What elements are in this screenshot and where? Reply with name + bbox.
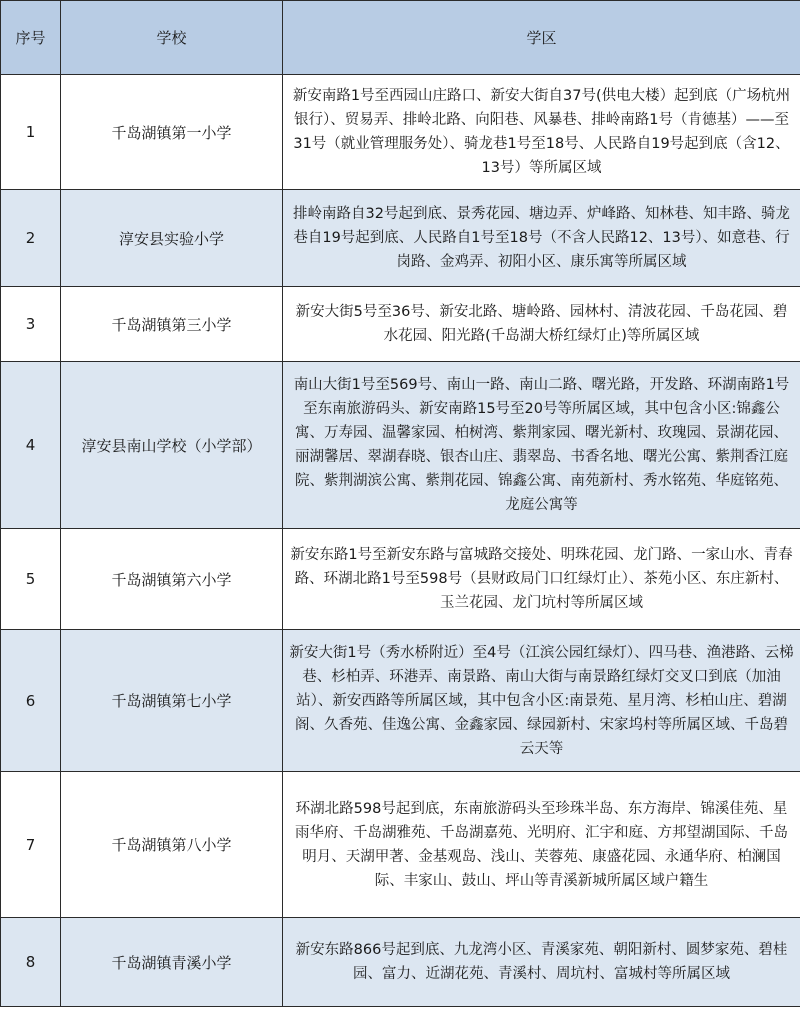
district-description: 新安大街5号至36号、新安北路、塘岭路、园林村、清波花园、千岛花园、碧水花园、阳光路(千岛湖大桥红绿灯止)等所属区域	[283, 287, 800, 362]
row-number: 6	[1, 630, 61, 772]
row-number: 2	[1, 190, 61, 287]
district-description: 新安南路1号至西园山庄路口、新安大街自37号(供电大楼）起到底（广场杭州银行）、贸易弄、排岭北路、向阳巷、风暴巷、排岭南路1号（肯德基）——至31号（就业管理服务处）、骑龙巷1号至18号、人民路自19号起到底（含12、13号）等所属区域	[283, 75, 800, 190]
row-number: 8	[1, 918, 61, 1007]
table-row	[1, 75, 800, 190]
district-description: 新安东路866号起到底、九龙湾小区、青溪家苑、朝阳新村、圆梦家苑、碧桂园、富力、近湖花苑、青溪村、周坑村、富城村等所属区域	[283, 918, 800, 1007]
row-number: 3	[1, 287, 61, 362]
table-row	[1, 630, 800, 772]
header-serial-number: 序号	[1, 1, 61, 75]
table-row	[1, 190, 800, 287]
district-description: 南山大街1号至569号、南山一路、南山二路、曙光路，开发路、环湖南路1号至东南旅游码头、新安南路15号至20号等所属区域，其中包含小区:锦鑫公寓、万寿园、温馨家园、柏树湾、紫荆家园、曙光新村、玫瑰园、景湖花园、丽湖馨居、翠湖春晓、银杏山庄、翡翠岛、书香名地、曙光公寓、紫荆香江庭院、紫荆湖滨公寓、紫荆花园、锦鑫公寓、南苑新村、秀水铭苑、华庭铭苑、龙庭公寓等	[283, 362, 800, 529]
district-description: 环湖北路598号起到底，东南旅游码头至珍珠半岛、东方海岸、锦溪佳苑、星雨华府、千岛湖雅苑、千岛湖嘉苑、光明府、汇宇和庭、方邦望湖国际、千岛明月、天湖甲著、金基观岛、浅山、芙蓉苑、康盛花园、永通华府、柏澜国际、丰家山、鼓山、坪山等青溪新城所属区域户籍生	[283, 772, 800, 918]
table-header	[1, 1, 800, 75]
row-number: 4	[1, 362, 61, 529]
header-row	[1, 1, 800, 75]
school-name: 千岛湖镇第三小学	[61, 287, 283, 362]
row-number: 1	[1, 75, 61, 190]
district-description: 新安东路1号至新安东路与富城路交接处、明珠花园、龙门路、一家山水、青春路、环湖北路1号至598号（县财政局门口红绿灯止）、茶苑小区、东庄新村、玉兰花园、龙门坑村等所属区域	[283, 529, 800, 630]
school-name: 淳安县实验小学	[61, 190, 283, 287]
district-description: 新安大街1号（秀水桥附近）至4号（江滨公园红绿灯）、四马巷、渔港路、云梯巷、杉柏弄、环港弄、南景路、南山大街与南景路红绿灯交叉口到底（加油站）、新安西路等所属区域，其中包含小区:南景苑、星月湾、杉柏山庄、碧湖阁、久香苑、佳逸公寓、金鑫家园、绿园新村、宋家坞村等所属区域、千岛碧云天等	[283, 630, 800, 772]
row-number: 7	[1, 772, 61, 918]
table-row	[1, 362, 800, 529]
table-row	[1, 918, 800, 1007]
header-district: 学区	[283, 1, 800, 75]
school-name: 淳安县南山学校（小学部）	[61, 362, 283, 529]
school-name: 千岛湖镇第七小学	[61, 630, 283, 772]
table-row	[1, 287, 800, 362]
school-name: 千岛湖镇第六小学	[61, 529, 283, 630]
school-name: 千岛湖镇第一小学	[61, 75, 283, 190]
row-number: 5	[1, 529, 61, 630]
school-name: 千岛湖镇第八小学	[61, 772, 283, 918]
district-description: 排岭南路自32号起到底、景秀花园、塘边弄、炉峰路、知林巷、知丰路、骑龙巷自19号起到底、人民路自1号至18号（不含人民路12、13号）、如意巷、行岗路、金鸡弄、初阳小区、康乐寓等所属区域	[283, 190, 800, 287]
school-name: 千岛湖镇青溪小学	[61, 918, 283, 1007]
header-school: 学校	[61, 1, 283, 75]
table-body	[1, 75, 800, 1007]
table-row	[1, 529, 800, 630]
table-row	[1, 772, 800, 918]
